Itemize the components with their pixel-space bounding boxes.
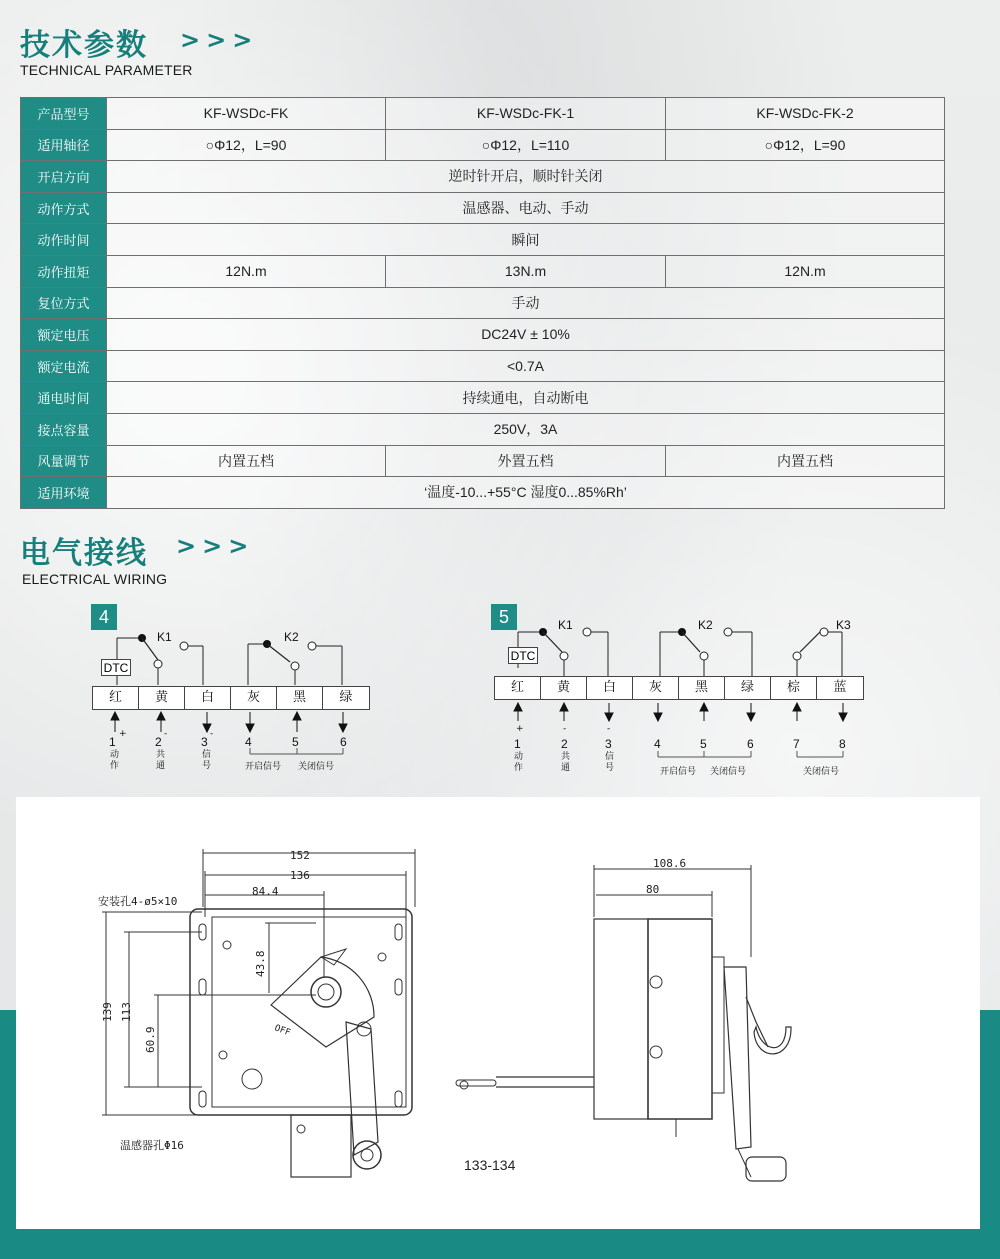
desc-signal-5: 信号 <box>605 752 615 773</box>
sign-3: - <box>210 729 214 739</box>
dim-139: 139 <box>101 1002 114 1022</box>
table-cell: 手动 <box>107 287 945 319</box>
terminal-5: 黑 <box>277 687 323 709</box>
wiring-arrows-icon: >>> <box>176 532 255 560</box>
table-row <box>21 224 945 256</box>
close-signal-label: 关闭信号 <box>298 762 335 772</box>
table-cell: 12N.m <box>107 255 386 287</box>
sign-1: + <box>119 729 127 739</box>
terminal-1: 红 <box>93 687 139 709</box>
num-2: 2 <box>155 735 162 749</box>
table-row <box>21 192 945 224</box>
tech-subtitle: TECHNICAL PARAMETER <box>20 62 193 78</box>
num-5: 5 <box>292 735 299 749</box>
terminal-5-6: 绿 <box>725 677 771 699</box>
table-cell: 逆时针开启，顺时针关闭 <box>107 161 945 193</box>
k1-label: K1 <box>157 630 172 644</box>
terminal-4: 灰 <box>231 687 277 709</box>
table-cell: 13N.m <box>386 255 666 287</box>
k1-label-5: K1 <box>558 618 573 632</box>
dim-84: 84.4 <box>252 885 279 898</box>
dim-43: 43.8 <box>254 950 267 977</box>
table-cell: ‘温度-10...+55°C 湿度0...85%Rh’ <box>107 477 945 509</box>
switch-lines-5 <box>490 618 870 678</box>
diagram-4-number: 4 <box>91 604 117 630</box>
num-5-8: 8 <box>839 737 846 751</box>
sign-5-2: - <box>563 724 567 734</box>
table-cell: KF-WSDc-FK-1 <box>386 98 666 130</box>
table-cell: ○Φ12，L=110 <box>386 129 666 161</box>
table-cell: 12N.m <box>666 255 945 287</box>
row-label: 复位方式 <box>21 287 107 319</box>
table-row <box>21 445 945 477</box>
table-cell: 温感器、电动、手动 <box>107 192 945 224</box>
dim-152: 152 <box>290 849 310 862</box>
open-signal-label: 开启信号 <box>245 762 282 772</box>
desc-action: 动作 <box>110 750 120 771</box>
num-3: 3 <box>201 735 208 749</box>
terminal-6: 绿 <box>339 690 353 705</box>
terminal-2: 黄 <box>139 687 185 709</box>
terminal-5-4: 灰 <box>633 677 679 699</box>
table-cell: 持续通电，自动断电 <box>107 382 945 414</box>
terminal-strip-4 <box>92 686 370 710</box>
table-row <box>21 255 945 287</box>
tech-arrows-icon: >>> <box>180 26 259 54</box>
dim-113: 113 <box>120 1002 133 1022</box>
model-code: 133-134 <box>464 1157 516 1173</box>
sign-2: - <box>164 729 168 739</box>
num-4: 4 <box>245 735 252 749</box>
terminal-5-5: 黑 <box>679 677 725 699</box>
num-5-5: 5 <box>700 737 707 751</box>
desc-signal: 信号 <box>202 750 212 771</box>
table-row <box>21 319 945 351</box>
table-row <box>21 287 945 319</box>
row-label: 通电时间 <box>21 382 107 414</box>
table-row <box>21 382 945 414</box>
wiring-title: 电气接线 <box>20 536 148 571</box>
table-cell: ○Φ12，L=90 <box>107 129 386 161</box>
num-5-2: 2 <box>561 737 568 751</box>
terminal-strip-5 <box>494 676 864 700</box>
num-1: 1 <box>109 735 116 749</box>
table-row <box>21 129 945 161</box>
terminal-5-3: 白 <box>587 677 633 699</box>
row-label: 额定电压 <box>21 319 107 351</box>
terminal-5-1: 红 <box>495 677 541 699</box>
parameter-table <box>20 97 945 509</box>
close-signal-label-5: 关闭信号 <box>710 767 747 777</box>
desc-common-5: 共通 <box>561 752 571 773</box>
dim-80: 80 <box>646 883 660 896</box>
dtc-label: DTC <box>101 659 131 676</box>
row-label: 接点容量 <box>21 413 107 445</box>
num-5-4: 4 <box>654 737 661 751</box>
num-5-6: 6 <box>747 737 754 751</box>
table-row <box>21 161 945 193</box>
table-row <box>21 98 945 130</box>
row-label: 适用环境 <box>21 477 107 509</box>
switch-lines-4 <box>90 630 390 690</box>
terminal-5-7: 棕 <box>771 677 817 699</box>
table-row <box>21 350 945 382</box>
terminal-5-8: 蓝 <box>833 680 847 695</box>
sign-5-3: - <box>607 724 611 734</box>
diagram-5-number: 5 <box>491 604 517 630</box>
table-row <box>21 477 945 509</box>
row-label: 风量调节 <box>21 445 107 477</box>
row-label: 额定电流 <box>21 350 107 382</box>
k2-label-5: K2 <box>698 618 713 632</box>
row-label: 动作扭矩 <box>21 255 107 287</box>
table-cell: KF-WSDc-FK-2 <box>666 98 945 130</box>
table-cell: 外置五档 <box>386 445 666 477</box>
close-signal-label-5b: 关闭信号 <box>803 767 840 777</box>
row-label: 动作时间 <box>21 224 107 256</box>
dim-108: 108.6 <box>653 857 687 870</box>
dim-136: 136 <box>290 869 310 882</box>
terminal-3: 白 <box>185 687 231 709</box>
num-5-3: 3 <box>605 737 612 751</box>
row-label: 适用轴径 <box>21 129 107 161</box>
k2-label: K2 <box>284 630 299 644</box>
arrows-5 <box>490 701 870 761</box>
table-cell: 内置五档 <box>666 445 945 477</box>
table-cell: ○Φ12，L=90 <box>666 129 945 161</box>
row-label: 产品型号 <box>21 98 107 130</box>
table-cell: 250V，3A <box>107 413 945 445</box>
desc-common: 共通 <box>156 750 166 771</box>
tech-title: 技术参数 <box>20 28 148 63</box>
desc-action-5: 动作 <box>514 752 524 773</box>
technical-drawing <box>16 797 980 1229</box>
table-cell: KF-WSDc-FK <box>107 98 386 130</box>
terminal-5-2: 黄 <box>541 677 587 699</box>
table-cell: 瞬间 <box>107 224 945 256</box>
row-label: 开启方向 <box>21 161 107 193</box>
num-6: 6 <box>340 735 347 749</box>
table-cell: 内置五档 <box>107 445 386 477</box>
table-cell: <0.7A <box>107 350 945 382</box>
table-row <box>21 413 945 445</box>
k3-label-5: K3 <box>836 618 851 632</box>
sign-5-1: + <box>516 724 524 734</box>
dim-60: 60.9 <box>144 1026 157 1053</box>
row-label: 动作方式 <box>21 192 107 224</box>
num-5-7: 7 <box>793 737 800 751</box>
wiring-subtitle: ELECTRICAL WIRING <box>22 571 168 587</box>
dtc-label-5: DTC <box>508 647 538 664</box>
open-signal-label-5: 开启信号 <box>660 767 697 777</box>
mount-holes-label: 安装孔4-ø5×10 <box>98 895 178 908</box>
table-cell: DC24V ± 10% <box>107 319 945 351</box>
off-label: OFF <box>272 1023 292 1039</box>
sensor-hole-label: 温感器孔Φ16 <box>120 1139 184 1152</box>
num-5-1: 1 <box>514 737 521 751</box>
